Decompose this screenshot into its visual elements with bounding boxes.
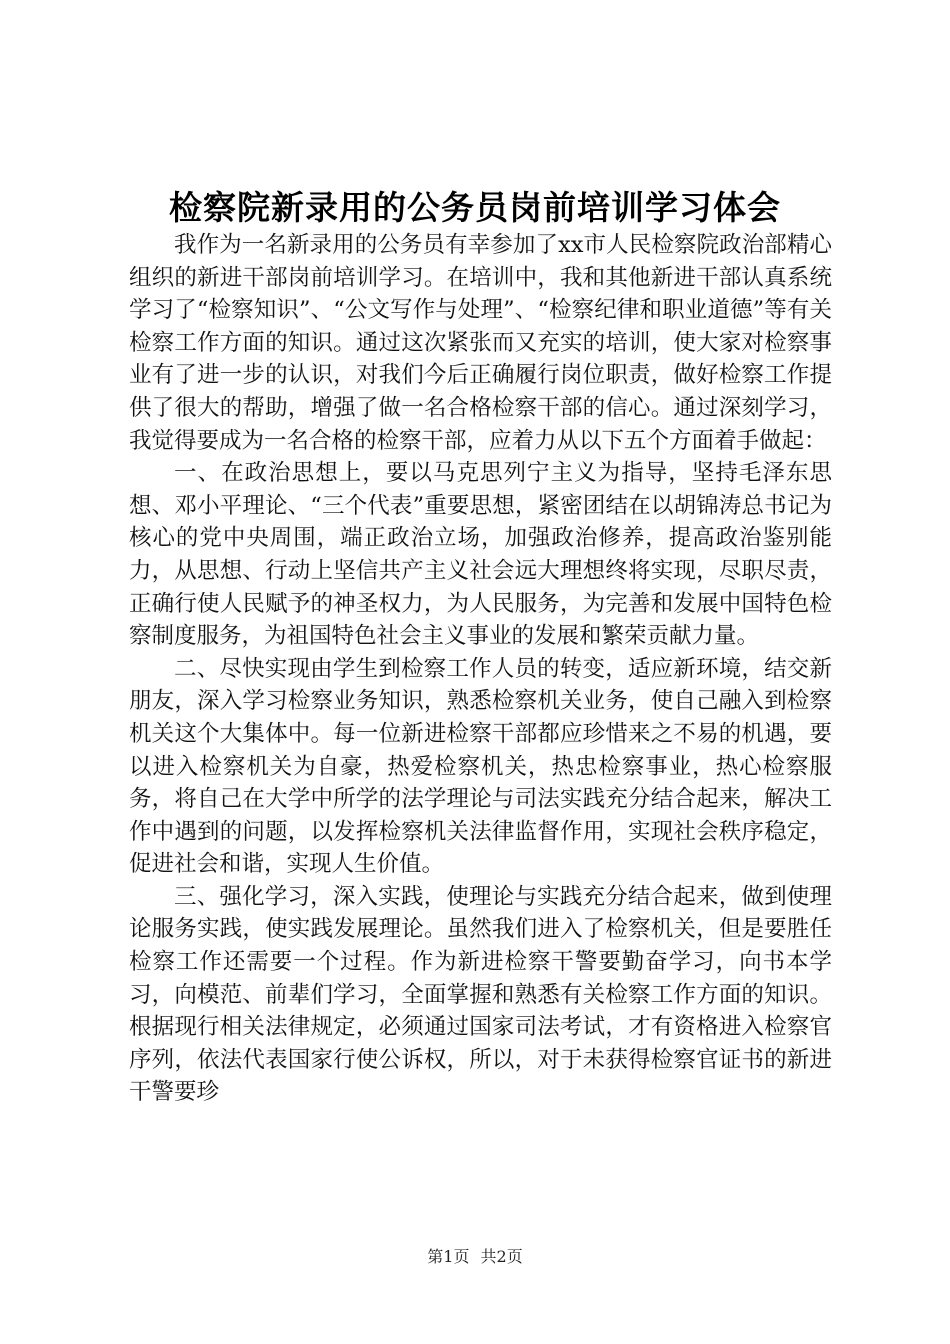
paragraph-intro: 我作为一名新录用的公务员有幸参加了xx市人民检察院政治部精心组织的新进干部岗前培训学习。在培训中，我和其他新进干部认真系统学习了“检察知识”、“公文写作与处理”、“检察纪律和职业道德”等有关检察工作方面的知识。通过这次紧张而又充实的培训，使大家对检察事业有了进一步的认识，对我们今后正确履行岗位职责，做好检察工作提供了很大的帮助，增强了做一名合格检察干部的信心。通过深刻学习，我觉得要成为一名合格的检察干部，应着力从以下五个方面着手做起： bbox=[129, 232, 832, 454]
page-footer bbox=[0, 1246, 950, 1268]
document-body bbox=[129, 229, 832, 1109]
document-title: 检察院新录用的公务员岗前培训学习体会 bbox=[169, 188, 781, 227]
paragraph-point-one: 一、在政治思想上，要以马克思列宁主义为指导，坚持毛泽东思想、邓小平理论、“三个代表”重要思想，紧密团结在以胡锦涛总书记为核心的党中央周围，端正政治立场，加强政治修养，提高政治鉴别能力，从思想、行动上坚信共产主义社会远大理想终将实现，尽职尽责，正确行使人民赋予的神圣权力，为人民服务，为完善和发展中国特色检察制度服务，为祖国特色社会主义事业的发展和繁荣贡献力量。 bbox=[129, 460, 832, 650]
paragraph-point-three: 三、强化学习，深入实践，使理论与实践充分结合起来，做到使理论服务实践，使实践发展理论。虽然我们进入了检察机关，但是要胜任检察工作还需要一个过程。作为新进检察干警要勤奋学习，向书本学习，向模范、前辈们学习，全面掌握和熟悉有关检察工作方面的知识。根据现行相关法律规定，必须通过国家司法考试，才有资格进入检察官序列，依法代表国家行使公诉权，所以，对于未获得检察官证书的新进干警要珍 bbox=[129, 883, 832, 1106]
page-number-total: 共2页 bbox=[480, 1247, 523, 1266]
paragraph-point-two: 二、尽快实现由学生到检察工作人员的转变，适应新环境，结交新朋友，深入学习检察业务知识，熟悉检察机关业务，使自己融入到检察机关这个大集体中。每一位新进检察干部都应珍惜来之不易的机遇，要以进入检察机关为自豪，热爱检察机关，热忠检察事业，热心检察服务，将自己在大学中所学的法学理论与司法实践充分结合起来，解决工作中遇到的问题，以发挥检察机关法律监督作用，实现社会秩序稳定，促进社会和谐，实现人生价值。 bbox=[129, 655, 832, 878]
page-number-current: 第1页 bbox=[427, 1247, 470, 1266]
